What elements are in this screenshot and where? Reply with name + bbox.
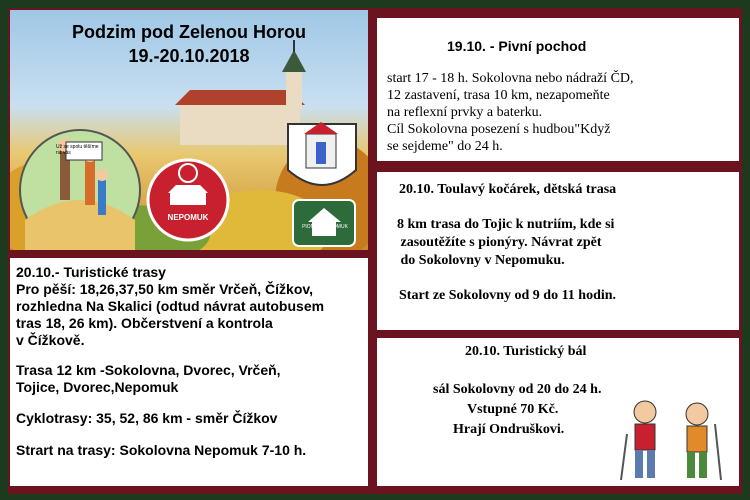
trails-box: [10, 258, 368, 486]
ball-heading: 20.10. Turistický bál: [465, 344, 587, 359]
pionyr-label: PIONÝR NEPOMUK: [302, 224, 348, 230]
beer-walk-box: [377, 18, 739, 161]
trails-start: Strart na trasy: Sokolovna Nepomuk 7-10 h.: [16, 442, 307, 458]
ball-box: [377, 338, 739, 486]
kids-trail-start: Start ze Sokolovny od 9 do 11 hodin.: [399, 288, 617, 303]
event-dates: 19.-20.10.2018: [128, 46, 250, 66]
beer-walk-body: start 17 - 18 h. Sokolovna nebo nádraží ČD, 12 zastavení, trasa 10 km, nezapomeňte na reflexní prvky a baterku. Cíl Sokolovna posezení s hudbou"Když se sejdeme" do 24 h.: [387, 71, 634, 154]
ball-music: Hrají Ondruškovi.: [453, 422, 565, 437]
trails-heading: 20.10.- Turistické trasy: [16, 264, 166, 280]
coat-of-arms-icon: [288, 122, 356, 185]
nepomuk-logo: [148, 160, 228, 240]
event-title: Podzim pod Zelenou Horou: [72, 22, 306, 42]
hiking-cartoon-icon: [617, 394, 732, 484]
trails-walk-routes: Pro pěší: 18,26,37,50 km směr Vrčeň, Čížkov, rozhledna Na Skalici (odtud návrat autobusem tras 18, 26 km). Občerstvení a kontrola v Čížkově.: [16, 281, 325, 348]
ball-price: Vstupné 70 Kč.: [467, 402, 559, 417]
trails-12km: Trasa 12 km -Sokolovna, Dvorec, Vrčeň, Tojice, Dvorec,Nepomuk: [16, 362, 281, 395]
kids-trail-box: [377, 172, 739, 330]
kids-trail-heading: 20.10. Toulavý kočárek, dětská trasa: [399, 182, 617, 197]
collage-photo: [10, 10, 368, 250]
ball-venue: sál Sokolovny od 20 do 24 h.: [433, 382, 602, 397]
pionyr-logo-icon: [293, 200, 355, 246]
hiker-sign-text: Už se spolu těšíme na vás: [56, 144, 99, 156]
beer-walk-heading: 19.10. - Pivní pochod: [447, 38, 587, 54]
nepomuk-logo-label: NEPOMUK: [167, 213, 209, 222]
trails-cycling: Cyklotrasy: 35, 52, 86 km - směr Čížkov: [16, 410, 278, 426]
kids-trail-body: 8 km trasa do Tojic k nutriím, kde si zasoutěžíte s pionýry. Návrat zpět do Sokolovny v Nepomuku.: [397, 217, 615, 268]
